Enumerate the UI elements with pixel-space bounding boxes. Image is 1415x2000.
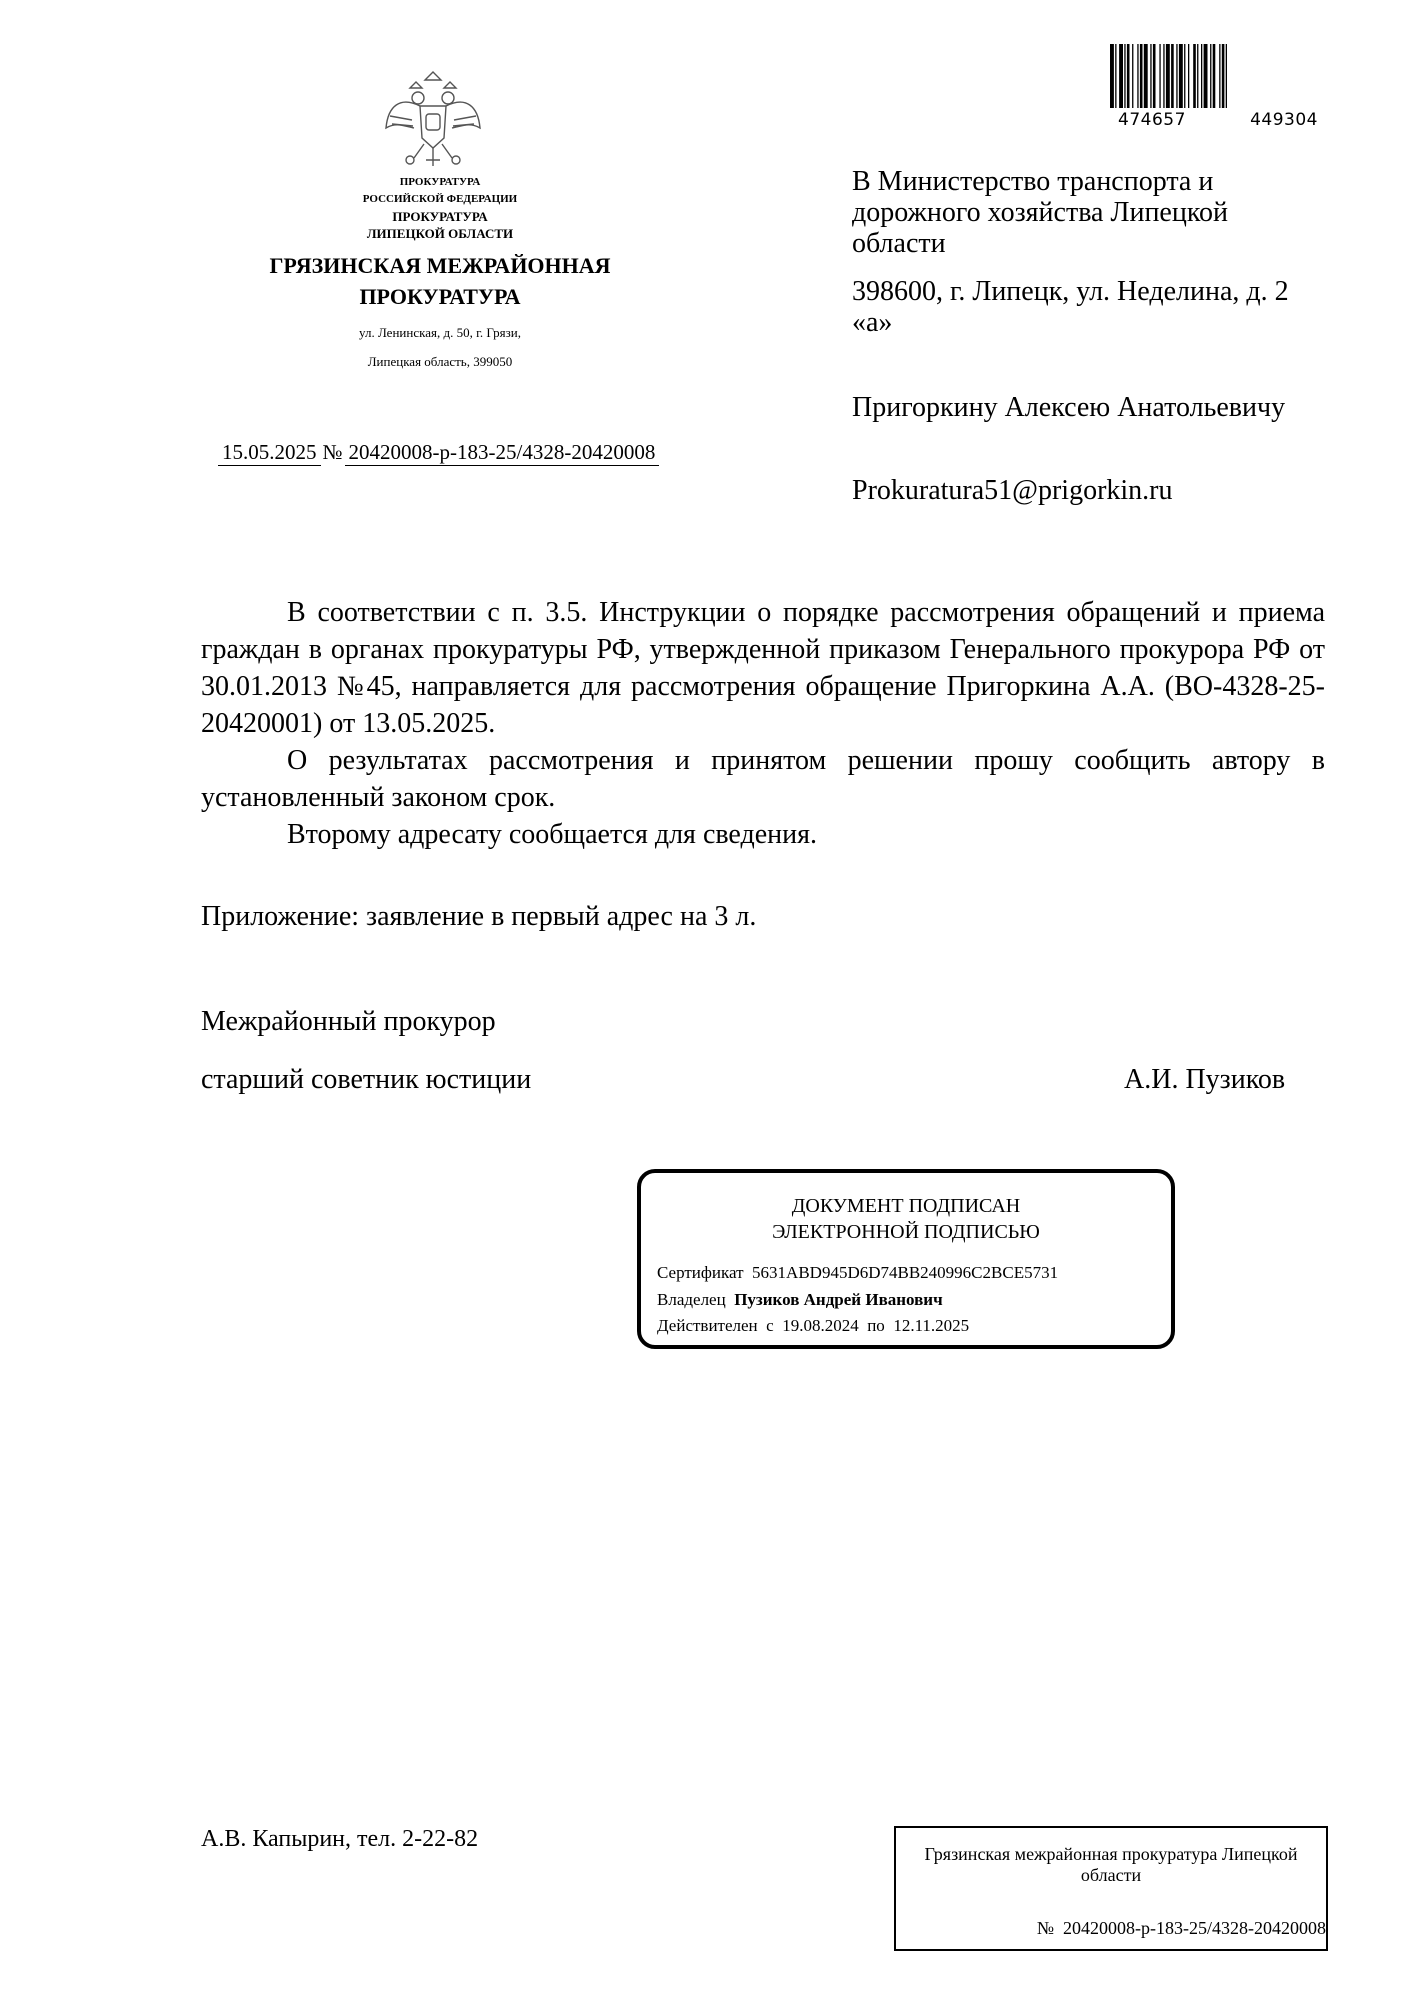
barcode-bar [1115, 44, 1116, 108]
barcode-bar [1171, 44, 1174, 108]
stamp-valid-to-label: по [867, 1316, 885, 1335]
stamp-valid-label: Действителен [657, 1316, 758, 1335]
registration-box [894, 1826, 1328, 1951]
stamp-owner [657, 1290, 943, 1310]
barcode-bar [1140, 44, 1143, 108]
barcode-bar [1184, 44, 1185, 108]
barcode-bar [1110, 44, 1114, 108]
barcode-bar [1119, 44, 1123, 108]
barcode-bar [1137, 44, 1138, 108]
barcode-bar [1222, 44, 1225, 108]
addressee-address-1: 398600, г. Липецк, ул. Неделина, д. 2 «а» [852, 276, 1289, 338]
header-line-4: ЛИПЕЦКОЙ ОБЛАСТИ [366, 226, 514, 241]
barcode-bar [1210, 44, 1211, 108]
coat-of-arms-icon [380, 66, 486, 172]
office-address-line-2: Липецкая область, 399050 [367, 354, 513, 369]
barcode-bar [1219, 44, 1220, 108]
attachment-note: Приложение: заявление в первый адрес на 3 л. [201, 901, 757, 932]
barcode-bar [1179, 44, 1183, 108]
body-paragraph-1: В соответствии с п. 3.5. Инструкции о порядке рассмотрения обращений и приема граждан в органах прокуратуры РФ, утвержденной приказом Генерального прокурора РФ от 30.01.2013 №45, направляется для рассмотрения обращение Пригоркина А.А. (ВО-4328-25-20420001) от 13.05.2025. [201, 597, 1325, 739]
body-paragraph-3: Второму адресату сообщается для сведения. [287, 819, 818, 850]
barcode-bar [1188, 44, 1189, 108]
letter-body [201, 594, 1325, 853]
addressee-recipient-2: Пригоркину Алексею Анатольевичу [852, 392, 1286, 423]
barcode-bar [1166, 44, 1170, 108]
outgoing-no-label: № [322, 440, 343, 464]
stamp-title-1: ДОКУМЕНТ ПОДПИСАН [791, 1195, 1021, 1217]
registration-number-line [1037, 1918, 1326, 1939]
executor-contact: А.В. Капырин, тел. 2-22-82 [201, 1826, 479, 1852]
barcode-numbers [1108, 110, 1328, 130]
signatory-position-2: старший советник юстиции [201, 1064, 532, 1095]
stamp-owner-value: Пузиков Андрей Иванович [734, 1290, 943, 1309]
barcode-bar [1163, 44, 1164, 108]
stamp-valid-to: 12.11.2025 [893, 1316, 970, 1335]
signatory-name: А.И. Пузиков [1124, 1064, 1286, 1095]
header-line-1: ПРОКУРАТУРА [399, 176, 481, 188]
outgoing-number: 20420008-р-183-25/4328-20420008 [345, 440, 660, 466]
barcode-bar [1150, 44, 1151, 108]
outgoing-date: 15.05.2025 [218, 440, 321, 466]
addressee-recipient-1: В Министерство транспорта и дорожного хозяйства Липецкой области [852, 166, 1229, 259]
body-paragraph-2: О результатах рассмотрения и принятом решении прошу сообщить автору в установленный законом срок. [201, 745, 1325, 813]
registration-org: Грязинская межрайонная прокуратура Липецкой области [924, 1844, 1298, 1885]
office-name-line-1: ГРЯЗИНСКАЯ МЕЖРАЙОННАЯ [269, 253, 611, 278]
barcode-right-number: 449304 [1250, 110, 1318, 130]
stamp-valid-from-label: с [766, 1316, 774, 1335]
header-line-2: РОССИЙСКОЙ ФЕДЕРАЦИИ [362, 193, 518, 205]
barcode-bar [1201, 44, 1202, 108]
barcode-left-number: 474657 [1118, 110, 1186, 130]
registration-no-label: № [1036, 1918, 1055, 1938]
barcode-bar [1144, 44, 1148, 108]
barcode-bars [1108, 44, 1328, 108]
stamp-cert-value: 5631ABD945D6D74BB240996C2BCE5731 [752, 1263, 1059, 1282]
barcode-bar [1204, 44, 1208, 108]
barcode-bar [1159, 44, 1160, 108]
signatory-position-1: Межрайонный прокурор [201, 1006, 496, 1037]
barcode-bar [1197, 44, 1198, 108]
barcode [1108, 44, 1328, 136]
barcode-bar [1124, 44, 1125, 108]
stamp-cert-label: Сертификат [657, 1263, 744, 1282]
stamp-owner-label: Владелец [657, 1290, 726, 1309]
stamp-validity [657, 1316, 969, 1336]
barcode-bar [1213, 44, 1216, 108]
e-signature-stamp [637, 1169, 1175, 1349]
barcode-bar [1127, 44, 1130, 108]
barcode-bar [1193, 44, 1196, 108]
outgoing-reference [218, 440, 659, 465]
barcode-bar [1153, 44, 1156, 108]
barcode-bar [1226, 44, 1227, 108]
office-name-line-2: ПРОКУРАТУРА [359, 284, 521, 309]
stamp-title-2: ЭЛЕКТРОННОЙ ПОДПИСЬЮ [772, 1221, 1040, 1243]
barcode-bar [1176, 44, 1177, 108]
registration-number: 20420008-р-183-25/4328-20420008 [1063, 1918, 1326, 1938]
office-address-line-1: ул. Ленинская, д. 50, г. Грязи, [359, 325, 521, 340]
stamp-certificate [657, 1263, 1058, 1283]
barcode-bar [1132, 44, 1133, 108]
addressee-email: Prokuratura51@prigorkin.ru [852, 475, 1173, 506]
stamp-valid-from: 19.08.2024 [782, 1316, 859, 1335]
header-line-3: ПРОКУРАТУРА [392, 209, 488, 224]
